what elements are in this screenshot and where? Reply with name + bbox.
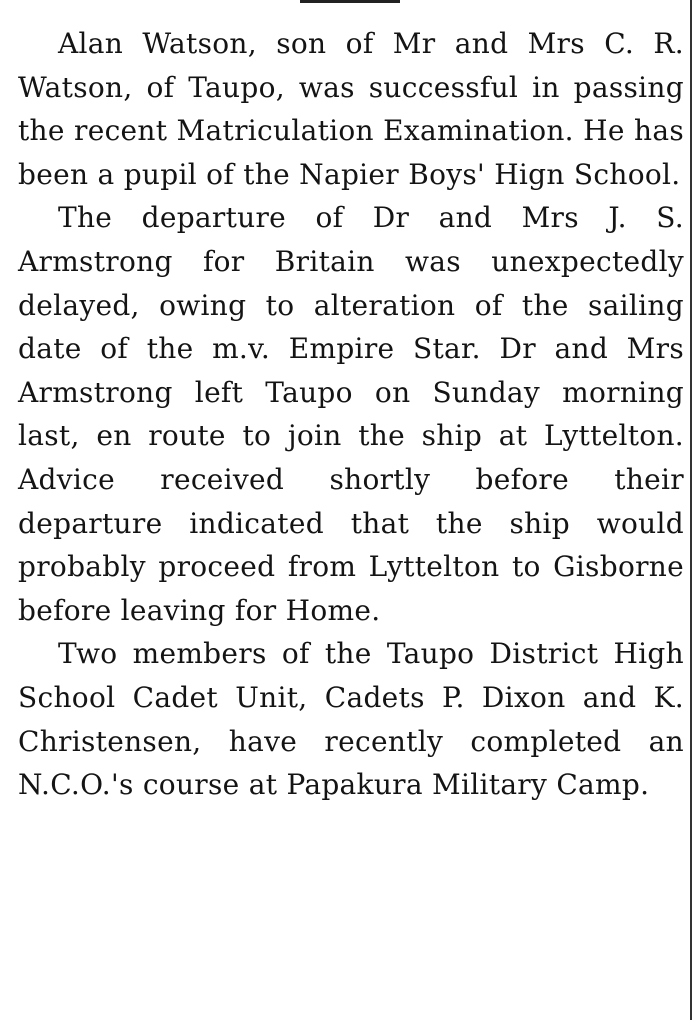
paragraph-watson: Alan Watson, son of Mr and Mrs C. R. Watson, of Taupo, was successful in passing the recent Matriculation Examination. He has been a pupil of the Napier Boys' Hign School.	[18, 27, 684, 191]
article-column	[18, 22, 684, 807]
top-divider-rule	[300, 0, 400, 3]
column-border-rule	[690, 0, 692, 1020]
paragraph-armstrong: The departure of Dr and Mrs J. S. Armstrong for Britain was unexpectedly delayed, owing to alteration of the sailing date of the m.v. Empire Star. Dr and Mrs Armstrong left Taupo on Sunday morning last, en route to join the ship at Lyttelton. Advice received shortly before their departure indicated that the ship would probably proceed from Lyttelton to Gisborne before leaving for Home.	[18, 201, 684, 627]
paragraph-cadets: Two members of the Taupo District High School Cadet Unit, Cadets P. Dixon and K. Christensen, have recently completed an N.C.O.'s course at Papakura Military Camp.	[18, 637, 684, 802]
